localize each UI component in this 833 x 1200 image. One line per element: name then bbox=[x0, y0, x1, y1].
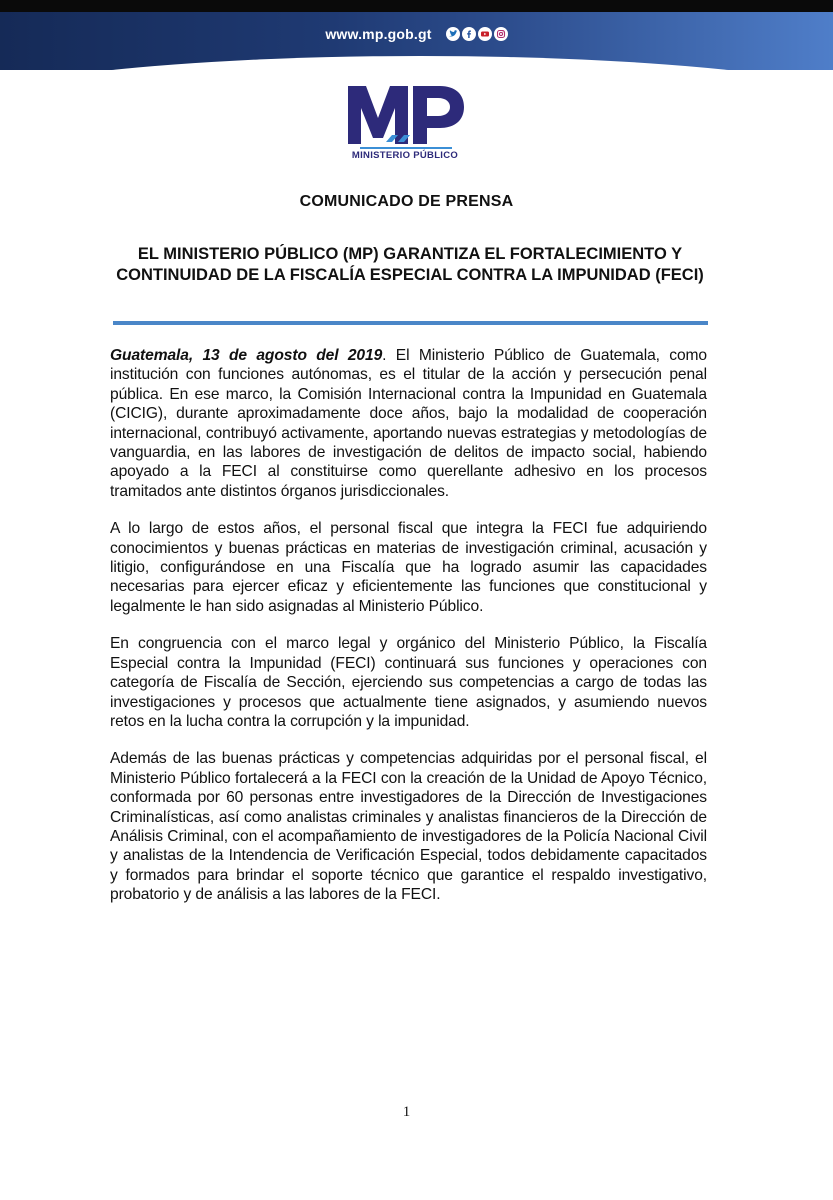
body-text bbox=[110, 346, 707, 923]
page-number: 1 bbox=[402, 1104, 411, 1120]
paragraph-3: En congruencia con el marco legal y orgánico del Ministerio Público, la Fiscalía Especial contra la Impunidad (FECI) continuará sus funciones y operaciones con categoría de Fiscalía de Sección, ejerciendo sus competencias a cargo de todas las investigaciones y procesos que actualmente tiene asignados, y asumiendo nuevos retos en la lucha contra la corrupción y la impunidad. bbox=[110, 635, 707, 730]
paragraph-1 bbox=[110, 346, 707, 501]
twitter-icon[interactable] bbox=[446, 27, 460, 41]
social-icons bbox=[446, 27, 508, 41]
youtube-icon[interactable] bbox=[478, 27, 492, 41]
paragraph-2: A lo largo de estos años, el personal fiscal que integra la FECI fue adquiriendo conocimientos y buenas prácticas en materias de investigación criminal, acusación y litigio, configurándose en una Fiscalía que ha logrado asumir las capacidades necesarias para ejercer eficaz y eficientemente las funciones que constitucional y legalmente le han sido asignadas al Ministerio Público. bbox=[110, 520, 707, 615]
press-release-title: COMUNICADO DE PRENSA bbox=[299, 193, 514, 210]
instagram-icon[interactable] bbox=[494, 27, 508, 41]
paragraph-1-text: . El Ministerio Público de Guatemala, como institución con funciones autónomas, es el titular de la acción y persecución penal pública. En ese marco, la Comisión Internacional contra la Impunidad en Guatemala (CICIG), durante aproximadamente doce años, bajo la modalidad de cooperación internacional, contribuyó activamente, aportando nuevas estrategias y metodologías de vanguardia, en las labores de investigación de delitos de impacto social, habiendo apoyado a la FECI al constituirse como querellante adhesivo en los procesos tramitados ante distintos órganos jurisdiccionales. bbox=[110, 347, 707, 500]
logo-subtitle: MINISTERIO PÚBLICO bbox=[351, 150, 459, 161]
mp-logo-mark bbox=[340, 80, 470, 150]
headline: EL MINISTERIO PÚBLICO (MP) GARANTIZA EL FORTALECIMIENTO Y CONTINUIDAD DE LA FISCALÍA ESPECIAL CONTRA LA IMPUNIDAD (FECI) bbox=[116, 245, 704, 284]
paragraph-4: Además de las buenas prácticas y competencias adquiridas por el personal fiscal, el Ministerio Público fortalecerá a la FECI con la creación de la Unidad de Apoyo Técnico, conformada por 60 personas entre investigadores de la Dirección de Investigaciones Criminalísticas, así como analistas criminales y analistas financieros de la Dirección de Análisis Criminal, con el acompañamiento de investigadores de la Policía Nacional Civil y analistas de la Intendencia de Verificación Especial, todos debidamente capacitados y formados para brindar el soporte técnico que garantice el respaldo investigativo, probatorio y de análisis a las labores de la FECI. bbox=[110, 750, 707, 904]
header-content bbox=[0, 26, 833, 42]
facebook-icon[interactable] bbox=[462, 27, 476, 41]
website-link[interactable]: www.mp.gob.gt bbox=[325, 26, 432, 42]
divider-rule bbox=[113, 321, 708, 325]
header-white-arc bbox=[0, 56, 833, 70]
header-banner bbox=[0, 12, 833, 70]
dateline: Guatemala, 13 de agosto del 2019 bbox=[110, 347, 383, 364]
mp-logo bbox=[340, 80, 470, 170]
top-black-strip bbox=[0, 0, 833, 12]
